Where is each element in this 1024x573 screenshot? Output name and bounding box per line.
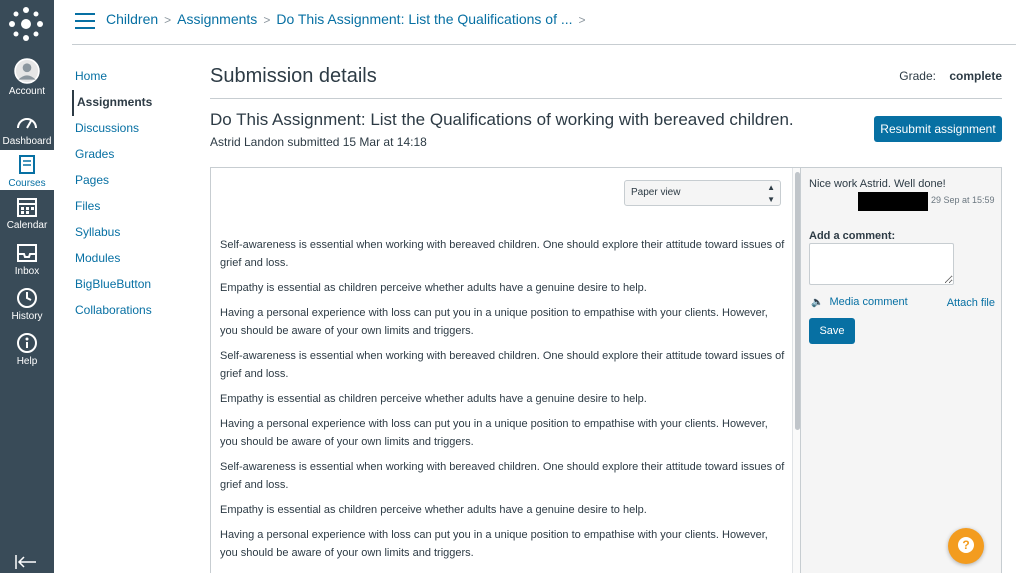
comments-panel [800, 167, 1002, 573]
courses-icon [15, 154, 39, 176]
canvas-logo-icon[interactable] [6, 4, 46, 44]
breadcrumb-course[interactable]: Children [106, 11, 159, 27]
breadcrumb-assignments[interactable]: Assignments [177, 11, 258, 27]
document-paragraph: Empathy is essential as children perceive whether adults have a genuine desire to help. [220, 393, 647, 405]
document-paragraph: Empathy is essential as children perceive whether adults have a genuine desire to help. [220, 282, 647, 294]
breadcrumb-assignment[interactable]: Do This Assignment: List the Qualifications of ... [276, 11, 573, 27]
document-paragraph: Having a personal experience with loss can put you in a unique position to empathise with your clients. However, you should be aware of your own limits and triggers. [220, 529, 768, 559]
media-comment-label: Media comment [829, 296, 908, 308]
document-body [220, 236, 785, 569]
nav-dashboard[interactable] [0, 112, 54, 146]
global-nav [0, 0, 54, 573]
nav-label: Help [16, 356, 38, 367]
redacted-author [858, 192, 928, 211]
collapse-nav-icon[interactable] [14, 555, 38, 569]
comment-input[interactable] [809, 243, 954, 285]
inbox-icon [15, 242, 39, 264]
submission-preview [210, 167, 802, 573]
nav-calendar[interactable] [0, 196, 54, 234]
speaker-icon: 🔈 [811, 297, 824, 308]
nav-label: Account [8, 86, 46, 97]
grade-label: Grade: [899, 69, 936, 83]
nav-label: Inbox [14, 266, 40, 277]
breadcrumb [106, 11, 592, 27]
course-nav-modules[interactable]: Modules [75, 251, 121, 265]
document-paragraph: Empathy is essential as children perceive whether adults have a genuine desire to help. [220, 504, 647, 516]
help-icon [15, 332, 39, 354]
course-nav-home[interactable]: Home [75, 69, 108, 83]
add-comment-label: Add a comment: [809, 230, 896, 242]
document-paragraph: Self-awareness is essential when working with bereaved children. One should explore their attitude toward issues of grief and loss. [220, 239, 785, 269]
document-paragraph: Self-awareness is essential when working with bereaved children. One should explore their attitude toward issues of grief and loss. [220, 461, 785, 491]
attach-file-link[interactable]: Attach file [946, 297, 995, 309]
document-paragraph: Having a personal experience with loss can put you in a unique position to empathise with your clients. However, you should be aware of your own limits and triggers. [220, 418, 768, 448]
course-nav-pages[interactable]: Pages [75, 173, 110, 187]
comment-text: Nice work Astrid. Well done! [809, 178, 946, 190]
course-nav-assignments[interactable]: Assignments [72, 90, 192, 116]
help-fab-button[interactable] [948, 528, 984, 564]
chevron-right-icon: > [263, 13, 271, 27]
resubmit-assignment-button[interactable]: Resubmit assignment [874, 116, 1002, 142]
assignment-title: Do This Assignment: List the Qualifications of working with bereaved children. [210, 110, 794, 129]
grade-value: complete [949, 69, 1002, 83]
course-nav-syllabus[interactable]: Syllabus [75, 225, 121, 239]
nav-inbox[interactable] [0, 242, 54, 280]
select-arrows-icon: ▲ ▼ [767, 183, 775, 204]
nav-courses[interactable] [0, 150, 54, 190]
nav-label: Courses [8, 178, 46, 189]
save-comment-button[interactable]: Save [809, 318, 855, 344]
submission-info: Astrid Landon submitted 15 Mar at 14:18 [210, 135, 427, 149]
nav-label: History [11, 311, 43, 322]
course-nav [72, 64, 192, 324]
nav-label: Calendar [6, 220, 48, 231]
media-comment-link[interactable] [811, 296, 908, 308]
course-nav-grades[interactable]: Grades [75, 147, 115, 161]
course-nav-discussions[interactable]: Discussions [75, 121, 140, 135]
divider [72, 44, 1016, 45]
course-menu-toggle[interactable] [75, 13, 95, 29]
course-nav-collaborations[interactable]: Collaborations [75, 303, 152, 317]
chevron-right-icon: > [164, 13, 172, 27]
calendar-icon [15, 196, 39, 218]
account-icon [14, 58, 40, 84]
view-mode-value: Paper view [631, 187, 681, 198]
history-icon [15, 287, 39, 309]
question-icon: ? [958, 537, 974, 553]
view-mode-select[interactable] [624, 180, 781, 206]
divider [210, 98, 1002, 99]
nav-label: Dashboard [2, 136, 52, 147]
document-paragraph: Having a personal experience with loss can put you in a unique position to empathise with your clients. However, you should be aware of your own limits and triggers. [220, 307, 768, 337]
page-title: Submission details [210, 65, 377, 87]
course-nav-bigbluebutton[interactable]: BigBlueButton [75, 277, 152, 291]
grade-display [899, 69, 1002, 83]
comment-timestamp: 29 Sep at 15:59 [931, 195, 995, 205]
nav-history[interactable] [0, 287, 54, 325]
document-paragraph: Self-awareness is essential when working with bereaved children. One should explore their attitude toward issues of grief and loss. [220, 350, 785, 380]
dashboard-icon [15, 112, 39, 134]
chevron-right-icon: > [578, 13, 586, 27]
course-nav-files[interactable]: Files [75, 199, 101, 213]
nav-help[interactable] [0, 332, 54, 370]
top-bar [54, 0, 1024, 45]
nav-account[interactable] [0, 58, 54, 102]
